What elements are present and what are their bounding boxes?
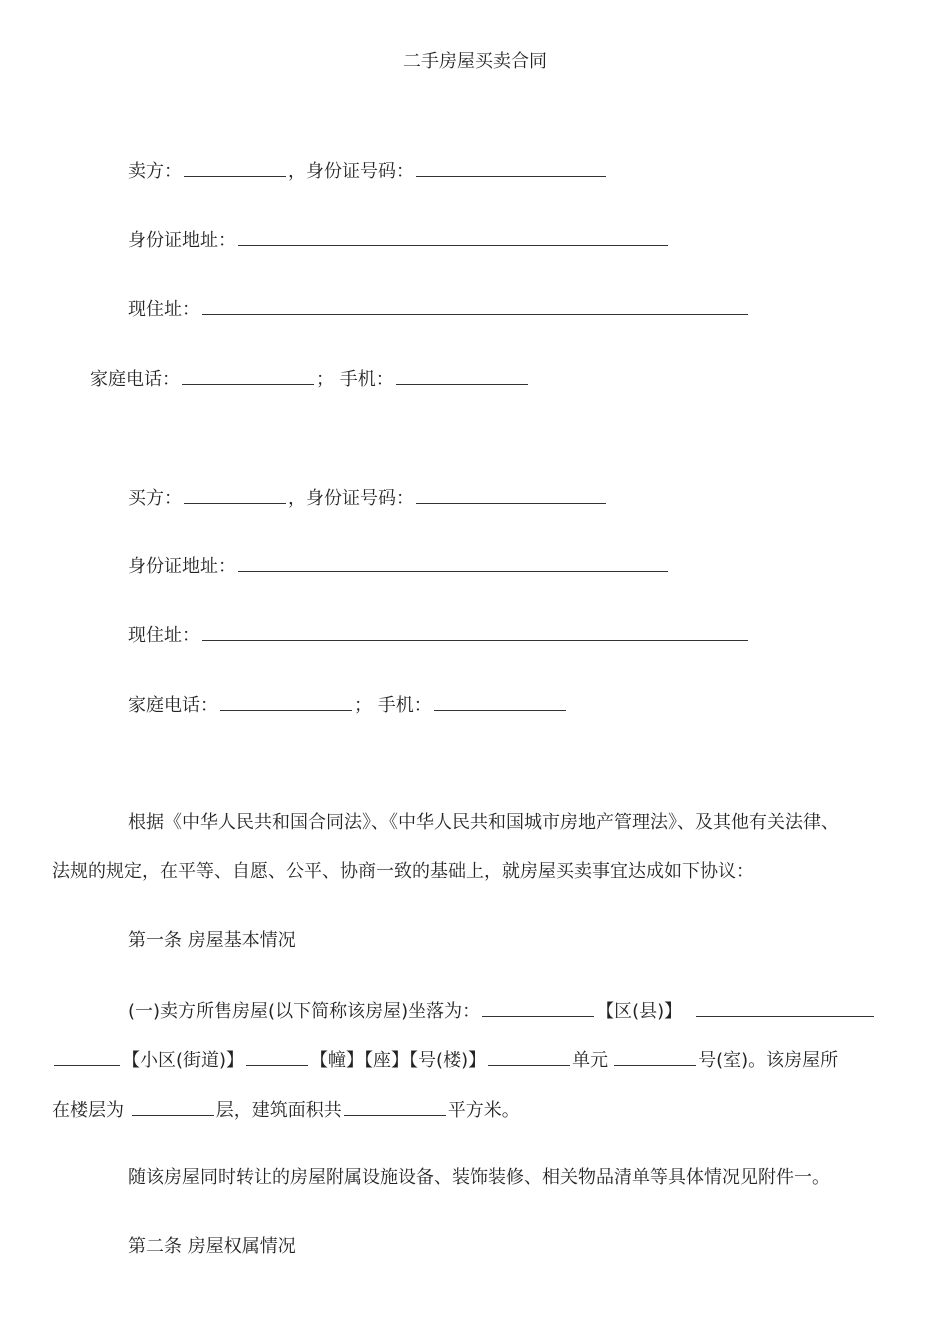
street-blank[interactable] — [246, 1047, 308, 1066]
seller-label: 卖方： — [128, 161, 182, 182]
buyer-mobile-blank[interactable] — [434, 692, 566, 711]
seller-id-label: ，身份证号码： — [288, 161, 414, 182]
buyer-id-label: ，身份证号码： — [288, 488, 414, 509]
building-blank[interactable] — [488, 1047, 570, 1066]
buyer-name-line — [128, 485, 608, 511]
seller-mobile-blank[interactable] — [396, 366, 528, 385]
seller-phone-label: 家庭电话： — [90, 369, 180, 390]
seller-id-address-blank[interactable] — [238, 227, 668, 246]
seller-current-address-line — [128, 296, 750, 322]
building-label: 【幢】【座】【号(楼)】 — [310, 1050, 487, 1071]
seller-id-blank[interactable] — [416, 158, 606, 177]
buyer-current-address-blank[interactable] — [202, 622, 748, 641]
buyer-id-address-blank[interactable] — [238, 553, 668, 572]
unit-blank[interactable] — [614, 1047, 696, 1066]
district-label: 【区(县)】 — [596, 1001, 683, 1022]
buyer-phone-blank[interactable] — [220, 692, 352, 711]
floor-label-post: 层，建筑面积共 — [215, 1100, 342, 1121]
buyer-phone-line — [128, 692, 568, 718]
location-intro: (一)卖方所售房屋(以下简称该房屋)坐落为： — [128, 1001, 481, 1022]
preamble-line-2: 法规的规定，在平等、自愿、公平、协商一致的基础上，就房屋买卖事宜达成如下协议： — [52, 861, 754, 882]
seller-name-blank[interactable] — [184, 158, 286, 177]
district-blank[interactable] — [696, 998, 874, 1017]
document-title: 二手房屋买卖合同 — [403, 51, 547, 72]
area-unit-label: 平方米。 — [447, 1100, 520, 1121]
floor-label-pre: 在楼层为 — [52, 1100, 124, 1121]
article-1-location-line-2 — [52, 1047, 838, 1073]
buyer-id-address-label: 身份证地址： — [128, 556, 236, 577]
room-label: 号(室)。该房屋所 — [698, 1050, 839, 1071]
article-1-title: 第一条 房屋基本情况 — [128, 930, 296, 951]
article-2-title: 第二条 房屋权属情况 — [128, 1236, 296, 1257]
buyer-current-address-line — [128, 622, 750, 648]
area-blank[interactable] — [344, 1097, 446, 1116]
seller-id-address-label: 身份证地址： — [128, 230, 236, 251]
buyer-name-blank[interactable] — [184, 485, 286, 504]
city-blank[interactable] — [482, 998, 594, 1017]
seller-current-address-label: 现住址： — [128, 299, 200, 320]
seller-phone-blank[interactable] — [182, 366, 314, 385]
buyer-label: 买方： — [128, 488, 182, 509]
buyer-id-address-line — [128, 553, 670, 579]
preamble-line-1: 根据《中华人民共和国合同法》、《中华人民共和国城市房地产管理法》、及其他有关法律、 — [128, 812, 839, 833]
seller-mobile-label: ； 手机： — [316, 369, 394, 390]
community-blank-prefix[interactable] — [54, 1047, 120, 1066]
seller-phone-line — [90, 366, 530, 392]
seller-name-line — [128, 158, 608, 184]
buyer-phone-label: 家庭电话： — [128, 695, 218, 716]
seller-current-address-blank[interactable] — [202, 296, 748, 315]
article-1-attachments: 随该房屋同时转让的房屋附属设施设备、装饰装修、相关物品清单等具体情况见附件一。 — [128, 1167, 830, 1188]
article-1-location-line-3 — [52, 1097, 520, 1123]
buyer-id-blank[interactable] — [416, 485, 606, 504]
buyer-mobile-label: ； 手机： — [354, 695, 432, 716]
seller-id-address-line — [128, 227, 670, 253]
floor-blank[interactable] — [132, 1097, 214, 1116]
buyer-current-address-label: 现住址： — [128, 625, 200, 646]
article-1-location-line-1 — [128, 998, 876, 1024]
unit-label: 单元 — [572, 1050, 609, 1071]
community-label: 【小区(街道)】 — [122, 1050, 245, 1071]
